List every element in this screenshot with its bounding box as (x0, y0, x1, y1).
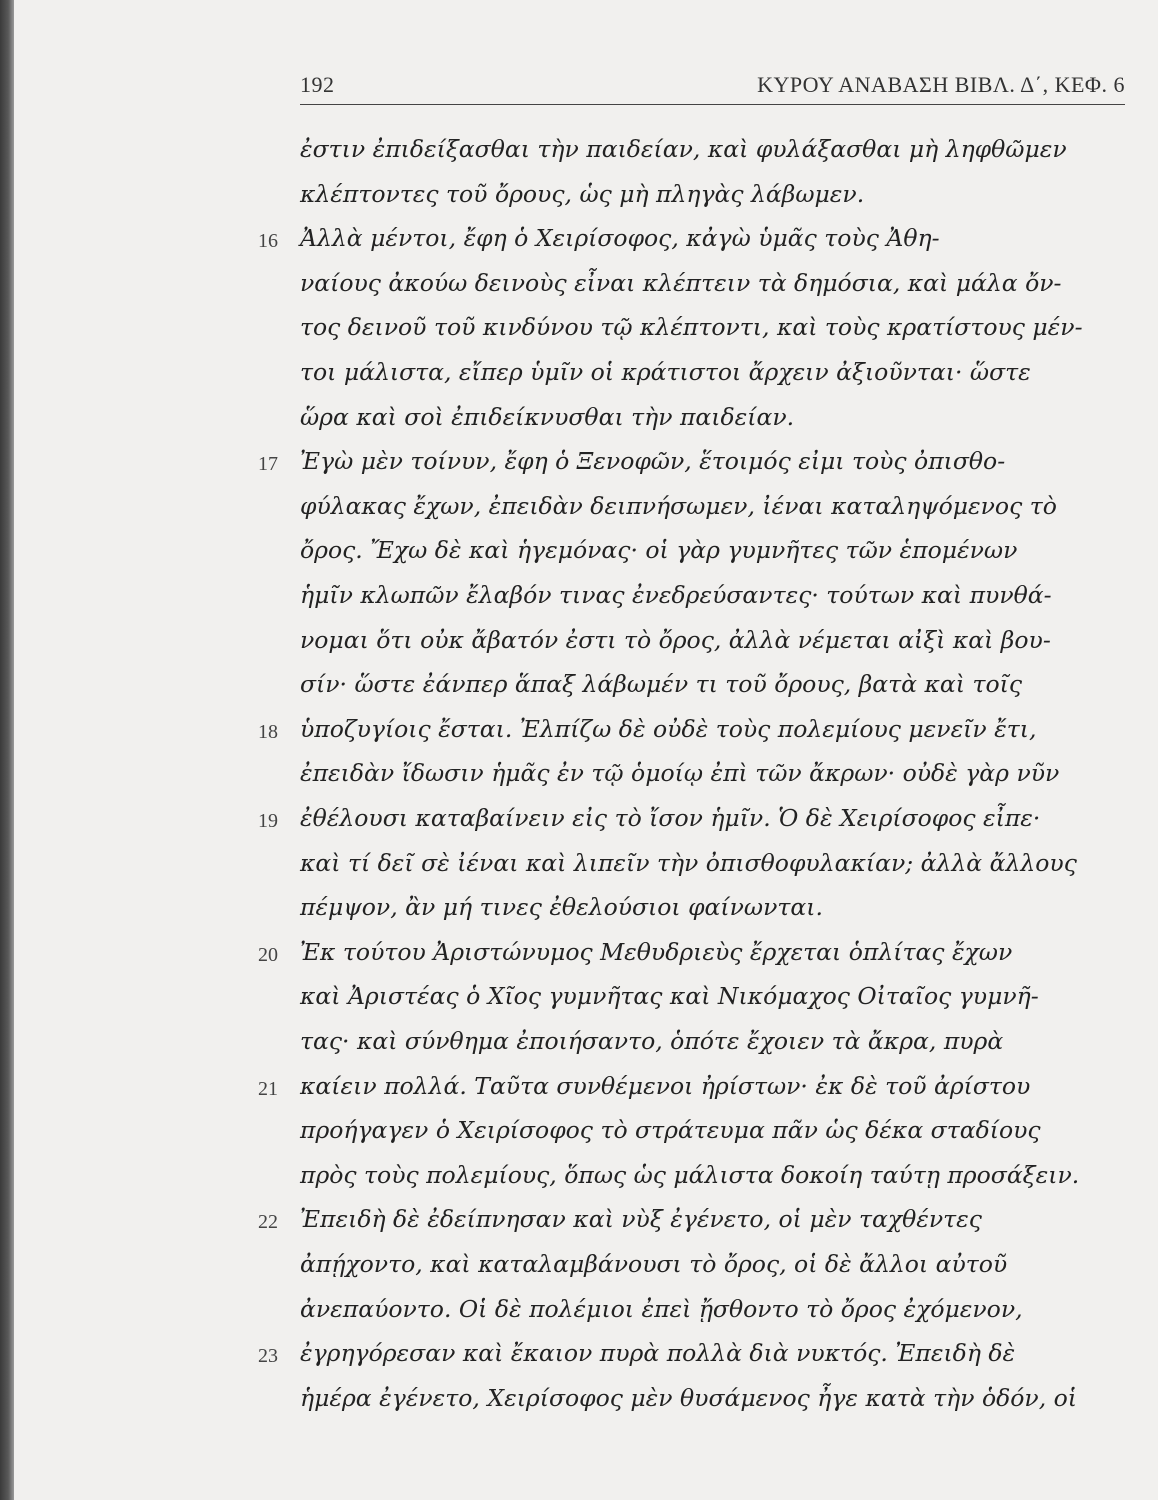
line-text: Ἐκ τούτου Ἀριστώνυμος Μεθυδριεὺς ἔρχεται ὁπλίτας ἔχων (300, 937, 1013, 966)
section-number: 19 (258, 810, 278, 832)
line-text: Ἐγὼ μὲν τοίνυν, ἔφη ὁ Ξενοφῶν, ἕτοιμός εἰμι τοὺς ὀπισθο- (300, 447, 1006, 476)
line-text: ἀπῄχοντο, καὶ καταλαμβάνουσι τὸ ὄρος, οἱ δὲ ἄλλοι αὐτοῦ (300, 1250, 1008, 1278)
section-number: 16 (258, 230, 278, 253)
line-text: καὶ Ἀριστέας ὁ Χῖος γυμνῆτας καὶ Νικόμαχος Οἰταῖος γυμνῆ- (300, 982, 1039, 1011)
text-line (14, 1064, 1158, 1108)
line-text: φύλακας ἔχων, ἐπειδὰν δειπνήσωμεν, ἰέναι καταληψόμενος τὸ (300, 491, 1057, 520)
section-number: 22 (258, 1211, 278, 1234)
running-title: ΚΥΡΟΥ ΑΝΑΒΑΣΗ ΒΙΒΛ. Δ΄, ΚΕΦ. 6 (757, 72, 1125, 97)
text-line (14, 974, 1158, 1018)
line-text: ἐστιν ἐπιδείξασθαι τὴν παιδείαν, καὶ φυλάξασθαι μὴ ληφθῶμεν (300, 135, 1067, 163)
text-line (14, 1108, 1158, 1152)
text-line (14, 1287, 1158, 1331)
book-spine-shadow (0, 0, 14, 1500)
header-rule (300, 104, 1125, 105)
line-text: προήγαγεν ὁ Χειρίσοφος τὸ στράτευμα πᾶν ὡς δέκα σταδίους (300, 1116, 1041, 1145)
line-text: ἐγρηγόρεσαν καὶ ἔκαιον πυρὰ πολλὰ διὰ νυκτός. Ἐπειδὴ δὲ (300, 1339, 1016, 1368)
text-line (14, 707, 1158, 751)
line-text: ἡμῖν κλωπῶν ἔλαβόν τινας ἐνεδρεύσαντες· τούτων καὶ πυνθά- (300, 581, 1052, 609)
text-line (14, 439, 1158, 483)
text-line (14, 618, 1158, 662)
section-number: 17 (258, 453, 278, 476)
line-text: τοι μάλιστα, εἴπερ ὑμῖν οἱ κράτιστοι ἄρχειν ἀξιοῦνται· ὥστε (300, 358, 1031, 386)
text-line (14, 841, 1158, 885)
line-text: κλέπτοντες τοῦ ὄρους, ὡς μὴ πληγὰς λάβωμεν. (300, 179, 865, 208)
text-line (14, 305, 1158, 349)
text-line (14, 484, 1158, 528)
line-text: ὥρα καὶ σοὶ ἐπιδείκνυσθαι τὴν παιδείαν. (300, 402, 795, 431)
text-line (14, 395, 1158, 439)
line-text: καίειν πολλά. Ταῦτα συνθέμενοι ἠρίστων· ἐκ δὲ τοῦ ἀρίστου (300, 1071, 1031, 1100)
line-text: τας· καὶ σύνθημα ἐποιήσαντο, ὁπότε ἔχοιεν τὰ ἄκρα, πυρὰ (300, 1027, 1004, 1055)
line-text: σίν· ὥστε ἐάνπερ ἅπαξ λάβωμέν τι τοῦ ὄρους, βατὰ καὶ τοῖς (300, 670, 1022, 699)
text-line (14, 885, 1158, 929)
line-text: καὶ τί δεῖ σὲ ἰέναι καὶ λιπεῖν τὴν ὀπισθοφυλακίαν; ἀλλὰ ἄλλους (300, 848, 1077, 877)
text-line (14, 261, 1158, 305)
text-line (14, 127, 1158, 171)
text-line (14, 930, 1158, 974)
line-text: ὄρος. Ἔχω δὲ καὶ ἡγεμόνας· οἱ γὰρ γυμνῆτες τῶν ἑπομένων (300, 536, 1018, 565)
line-text: ἐθέλουσι καταβαίνειν εἰς τὸ ἴσον ἡμῖν. Ὁ δὲ Χειρίσοφος εἶπε· (300, 804, 1041, 832)
line-text: Ἀλλὰ μέντοι, ἔφη ὁ Χειρίσοφος, κἀγὼ ὑμᾶς τοὺς Ἀθη- (300, 224, 940, 253)
line-text: νομαι ὅτι οὐκ ἄβατόν ἐστι τὸ ὄρος, ἀλλὰ νέμεται αἰξὶ καὶ βου- (300, 625, 1051, 654)
line-text: ὑποζυγίοις ἔσται. Ἐλπίζω δὲ οὐδὲ τοὺς πολεμίους μενεῖν ἔτι, (300, 714, 1037, 743)
line-text: πέμψον, ἂν μή τινες ἐθελούσιοι φαίνωνται. (300, 893, 823, 922)
page-number: 192 (300, 72, 335, 97)
section-number: 23 (258, 1345, 278, 1368)
text-line (14, 1331, 1158, 1375)
line-text: ναίους ἀκούω δεινοὺς εἶναι κλέπτειν τὰ δημόσια, καὶ μάλα ὄν- (300, 268, 1062, 297)
line-text: τος δεινοῦ τοῦ κινδύνου τῷ κλέπτοντι, καὶ τοὺς κρατίστους μέν- (300, 313, 1083, 342)
section-number: 21 (258, 1077, 278, 1100)
text-line (14, 1376, 1158, 1420)
line-text: ἐπειδὰν ἴδωσιν ἡμᾶς ἐν τῷ ὁμοίῳ ἐπὶ τῶν ἄκρων· οὐδὲ γὰρ νῦν (300, 759, 1060, 788)
text-line (14, 350, 1158, 394)
text-line (14, 1153, 1158, 1197)
section-number: 18 (258, 720, 278, 743)
text-line (14, 1242, 1158, 1286)
line-text: Ἐπειδὴ δὲ ἐδείπνησαν καὶ νὺξ ἐγένετο, οἱ μὲν ταχθέντες (300, 1205, 982, 1234)
section-number: 20 (258, 943, 278, 966)
text-line (14, 172, 1158, 216)
line-text: ἡμέρα ἐγένετο, Χειρίσοφος μὲν θυσάμενος ἦγε κατὰ τὴν ὁδόν, οἱ (300, 1383, 1078, 1412)
text-line (14, 1197, 1158, 1241)
text-line (14, 216, 1158, 260)
book-page (14, 0, 1158, 1500)
page-header (300, 72, 1125, 106)
text-line (14, 751, 1158, 795)
text-line (14, 662, 1158, 706)
line-text: πρὸς τοὺς πολεμίους, ὅπως ὡς μάλιστα δοκοίη ταύτῃ προσάξειν. (300, 1160, 1080, 1189)
text-line (14, 528, 1158, 572)
text-line (14, 573, 1158, 617)
text-line (14, 796, 1158, 840)
text-line (14, 1019, 1158, 1063)
line-text: ἀνεπαύοντο. Οἱ δὲ πολέμιοι ἐπεὶ ᾔσθοντο τὸ ὄρος ἐχόμενον, (300, 1294, 1023, 1323)
